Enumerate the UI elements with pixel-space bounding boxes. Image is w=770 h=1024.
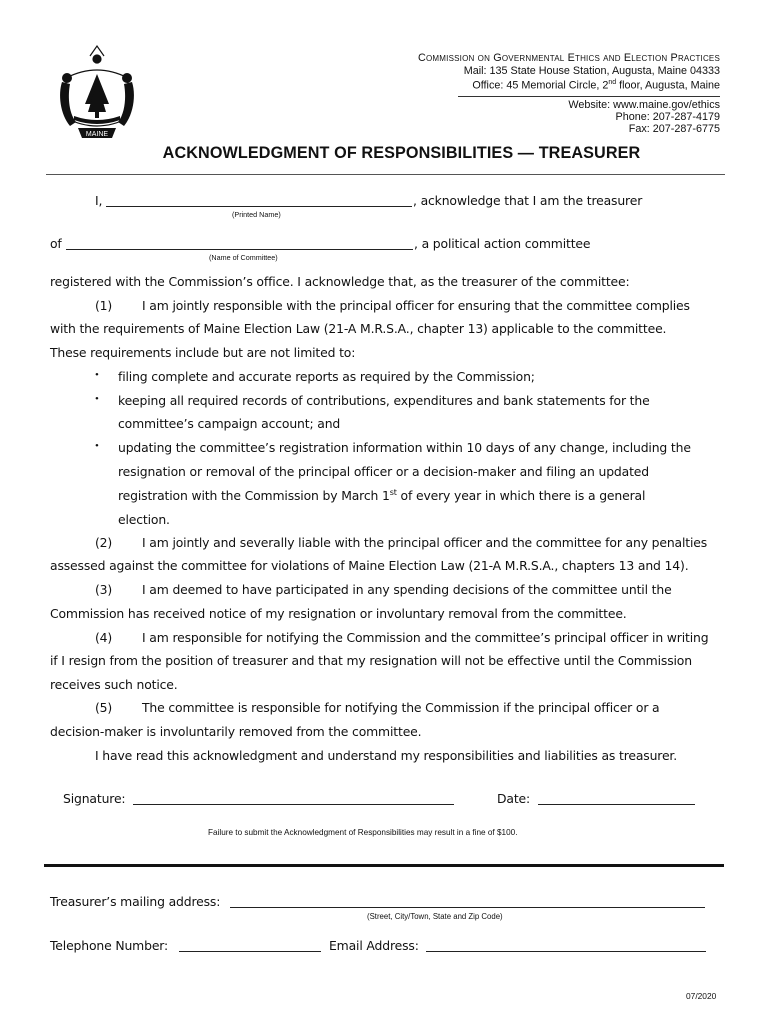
mailing-address-field[interactable] bbox=[230, 907, 705, 908]
website: Website: www.maine.gov/ethics bbox=[568, 99, 720, 111]
revision-date: 07/2020 bbox=[686, 991, 717, 1001]
pac-text: , a political action committee bbox=[414, 236, 591, 251]
maine-state-seal bbox=[56, 42, 138, 142]
committee-name-field[interactable] bbox=[66, 249, 413, 250]
mailing-address-caption: (Street, City/Town, State and Zip Code) bbox=[367, 912, 503, 921]
phone: Phone: 207-287-4179 bbox=[615, 111, 720, 123]
item-1-line-1: I am jointly responsible with the principal officer for ensuring that the committee complies bbox=[142, 298, 690, 313]
section-divider bbox=[44, 864, 724, 867]
bullet-icon: • bbox=[95, 440, 99, 452]
bullet-2-line-1: keeping all required records of contributions, expenditures and bank statements for the bbox=[118, 393, 650, 408]
bullet-3-line-4: election. bbox=[118, 512, 170, 527]
item-5-line-1: The committee is responsible for notifying the Commission if the principal officer or a bbox=[142, 700, 660, 715]
closing-statement: I have read this acknowledgment and understand my responsibilities and liabilities as treasurer. bbox=[95, 748, 678, 763]
email-label: Email Address: bbox=[329, 938, 419, 953]
telephone-label: Telephone Number: bbox=[50, 938, 169, 953]
date-field[interactable] bbox=[538, 804, 695, 805]
fine-notice: Failure to submit the Acknowledgment of Responsibilities may result in a fine of $100. bbox=[208, 828, 518, 837]
committee-name-caption: (Name of Committee) bbox=[209, 253, 278, 262]
signature-field[interactable] bbox=[133, 804, 454, 805]
title-divider bbox=[46, 174, 725, 175]
commission-name: Commission on Governmental Ethics and Election Practices bbox=[418, 52, 720, 64]
item-5-number: (5) bbox=[95, 700, 113, 715]
fax: Fax: 207-287-6775 bbox=[628, 123, 720, 135]
mailing-address-label: Treasurer’s mailing address: bbox=[50, 894, 221, 909]
printed-name-field[interactable] bbox=[106, 206, 412, 207]
item-4-line-1: I am responsible for notifying the Commission and the committee’s principal officer in writing bbox=[142, 630, 709, 645]
item-3-number: (3) bbox=[95, 582, 113, 597]
item-5-line-2: decision-maker is involuntarily removed from the committee. bbox=[50, 724, 422, 739]
item-4-number: (4) bbox=[95, 630, 113, 645]
treasurer-ack-text: , acknowledge that I am the treasurer bbox=[413, 193, 643, 208]
i-label: I, bbox=[95, 193, 103, 208]
email-field[interactable] bbox=[426, 951, 706, 952]
signature-label: Signature: bbox=[63, 791, 126, 806]
office-address: Office: 45 Memorial Circle, 2nd floor, Augusta, Maine bbox=[472, 79, 720, 92]
item-1-line-3: These requirements include but are not limited to: bbox=[50, 345, 356, 360]
item-2-number: (2) bbox=[95, 535, 113, 550]
item-1-line-2: with the requirements of Maine Election Law (21-A M.R.S.A., chapter 13) applicable to the committee. bbox=[50, 321, 667, 336]
bullet-2-line-2: committee’s campaign account; and bbox=[118, 416, 341, 431]
header-divider bbox=[458, 96, 720, 97]
item-1-number: (1) bbox=[95, 298, 113, 313]
svg-text:MAINE: MAINE bbox=[85, 131, 109, 138]
printed-name-caption: (Printed Name) bbox=[232, 210, 281, 219]
item-3-line-2: Commission has received notice of my resignation or involuntary removal from the committee. bbox=[50, 606, 627, 621]
registered-text: registered with the Commission’s office. I acknowledge that, as the treasurer of the committee: bbox=[50, 274, 630, 289]
bullet-icon: • bbox=[95, 369, 99, 381]
telephone-field[interactable] bbox=[179, 951, 321, 952]
bullet-3-line-2: resignation or removal of the principal officer or a decision-maker and filing an updated bbox=[118, 464, 649, 479]
item-3-line-1: I am deemed to have participated in any spending decisions of the committee until the bbox=[142, 582, 672, 597]
bullet-3-line-1: updating the committee’s registration information within 10 days of any change, including the bbox=[118, 440, 691, 455]
of-label: of bbox=[50, 236, 62, 251]
item-2-line-1: I am jointly and severally liable with the principal officer and the committee for any penalties bbox=[142, 535, 708, 550]
bullet-1-text: filing complete and accurate reports as required by the Commission; bbox=[118, 369, 535, 384]
bullet-3-line-3: registration with the Commission by March 1st of every year in which there is a general bbox=[118, 488, 646, 504]
item-4-line-3: receives such notice. bbox=[50, 677, 178, 692]
item-2-line-2: assessed against the committee for violations of Maine Election Law (21-A M.R.S.A., chapters 13 and 14). bbox=[50, 558, 689, 573]
item-4-line-2: if I resign from the position of treasurer and that my resignation will not be effective until the Commission bbox=[50, 653, 692, 668]
mail-address: Mail: 135 State House Station, Augusta, Maine 04333 bbox=[463, 65, 720, 77]
page-title: ACKNOWLEDGMENT OF RESPONSIBILITIES — TREASURER bbox=[162, 144, 641, 162]
bullet-icon: • bbox=[95, 393, 99, 405]
date-label: Date: bbox=[497, 791, 531, 806]
